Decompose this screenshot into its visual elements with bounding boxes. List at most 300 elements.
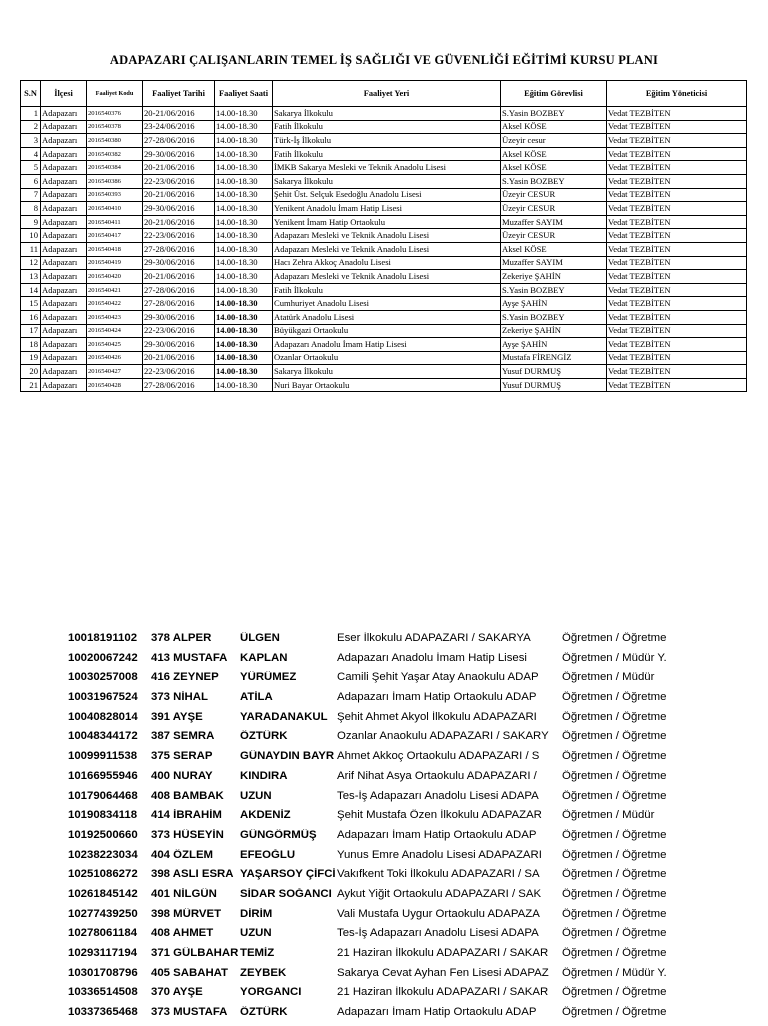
staff-first-name: 408 BAMBAK — [151, 789, 224, 802]
cell-code: 2016540380 — [87, 134, 143, 148]
header-manager: Eğitim Yöneticisi — [607, 81, 747, 107]
cell-date: 20-21/06/2016 — [143, 107, 215, 121]
staff-school: Adapazarı İmam Hatip Ortaokulu ADAP — [337, 828, 537, 841]
cell-date: 20-21/06/2016 — [143, 270, 215, 284]
cell-district: Adapazarı — [41, 202, 87, 216]
cell-trainer: Üzeyir CESUR — [501, 229, 607, 243]
cell-code: 2016540428 — [87, 378, 143, 392]
cell-trainer: Zekeriye ŞAHİN — [501, 324, 607, 338]
table-row — [21, 229, 747, 243]
staff-id: 10048344172 — [68, 730, 138, 743]
cell-trainer: Aksel KÖSE — [501, 120, 607, 134]
staff-id: 10337365468 — [68, 1006, 138, 1019]
staff-title: Öğretmen / Öğretme — [562, 986, 667, 999]
cell-district: Adapazarı — [41, 174, 87, 188]
cell-date: 29-30/06/2016 — [143, 147, 215, 161]
header-activity-place: Faaliyet Yeri — [273, 81, 501, 107]
staff-id: 10020067242 — [68, 651, 138, 664]
staff-first-name: 405 SABAHAT — [151, 966, 229, 979]
table-row — [21, 365, 747, 379]
cell-time: 14.00-18.30 — [215, 310, 273, 324]
cell-code: 2016540393 — [87, 188, 143, 202]
cell-time: 14.00-18.30 — [215, 297, 273, 311]
cell-sn: 15 — [21, 297, 41, 311]
staff-title: Öğretmen / Müdür Y. — [562, 966, 667, 979]
cell-code: 2016540419 — [87, 256, 143, 270]
staff-id: 10040828014 — [68, 710, 138, 723]
cell-trainer: Üzeyir CESUR — [501, 188, 607, 202]
table-row — [21, 256, 747, 270]
staff-id: 10190834118 — [68, 809, 138, 822]
cell-date: 22-23/06/2016 — [143, 229, 215, 243]
staff-school: Vali Mustafa Uygur Ortaokulu ADAPAZA — [337, 907, 540, 920]
cell-manager: Vedat TEZBİTEN — [607, 310, 747, 324]
staff-title: Öğretmen / Müdür Y. — [562, 651, 667, 664]
cell-trainer: Yusuf DURMUŞ — [501, 365, 607, 379]
cell-place: Türk-İş İlkokulu — [273, 134, 501, 148]
cell-trainer: Muzaffer SAYIM — [501, 256, 607, 270]
staff-title: Öğretmen / Öğretme — [562, 691, 667, 704]
cell-place: Sakarya İlkokulu — [273, 107, 501, 121]
cell-manager: Vedat TEZBİTEN — [607, 283, 747, 297]
cell-code: 2016540424 — [87, 324, 143, 338]
cell-code: 2016540410 — [87, 202, 143, 216]
cell-time: 14.00-18.30 — [215, 378, 273, 392]
cell-manager: Vedat TEZBİTEN — [607, 229, 747, 243]
staff-last-name: KAPLAN — [240, 651, 288, 664]
cell-district: Adapazarı — [41, 242, 87, 256]
staff-first-name: 387 SEMRA — [151, 730, 215, 743]
cell-trainer: Ayşe ŞAHİN — [501, 338, 607, 352]
cell-district: Adapazarı — [41, 188, 87, 202]
cell-trainer: Ayşe ŞAHİN — [501, 297, 607, 311]
staff-school: Şehit Ahmet Akyol İlkokulu ADAPAZARI — [337, 710, 537, 723]
cell-sn: 14 — [21, 283, 41, 297]
cell-code: 2016540420 — [87, 270, 143, 284]
cell-manager: Vedat TEZBİTEN — [607, 215, 747, 229]
cell-district: Adapazarı — [41, 120, 87, 134]
staff-title: Öğretmen / Öğretme — [562, 1006, 667, 1019]
cell-trainer: Aksel KÖSE — [501, 242, 607, 256]
staff-first-name: 413 MUSTAFA — [151, 651, 228, 664]
staff-title: Öğretmen / Öğretme — [562, 828, 667, 841]
staff-last-name: YAŞARSOY ÇİFCİ — [240, 868, 336, 881]
staff-first-name: 370 AYŞE — [151, 986, 203, 999]
cell-sn: 12 — [21, 256, 41, 270]
header-sn: S.N — [21, 81, 41, 107]
staff-school: Vakıfkent Toki İlkokulu ADAPAZARI / SA — [337, 868, 540, 881]
cell-code: 2016540386 — [87, 174, 143, 188]
cell-time: 14.00-18.30 — [215, 351, 273, 365]
staff-title: Öğretmen / Öğretme — [562, 887, 667, 900]
staff-id: 10251086272 — [68, 868, 138, 881]
cell-manager: Vedat TEZBİTEN — [607, 120, 747, 134]
staff-first-name: 401 NİLGÜN — [151, 887, 217, 900]
table-row — [21, 310, 747, 324]
table-row — [21, 188, 747, 202]
cell-place: Yenikent İmam Hatip Ortaokulu — [273, 215, 501, 229]
cell-district: Adapazarı — [41, 297, 87, 311]
staff-first-name: 414 İBRAHİM — [151, 809, 222, 822]
cell-date: 29-30/06/2016 — [143, 202, 215, 216]
cell-place: Nuri Bayar Ortaokulu — [273, 378, 501, 392]
cell-place: Cumhuriyet Anadolu Lisesi — [273, 297, 501, 311]
cell-code: 2016540411 — [87, 215, 143, 229]
cell-date: 27-28/06/2016 — [143, 242, 215, 256]
staff-id: 10166955946 — [68, 769, 138, 782]
staff-last-name: ZEYBEK — [240, 966, 287, 979]
cell-place: Sakarya İlkokulu — [273, 365, 501, 379]
cell-trainer: S.Yasin BOZBEY — [501, 310, 607, 324]
table-row — [21, 120, 747, 134]
cell-trainer: Muzaffer SAYIM — [501, 215, 607, 229]
cell-sn: 19 — [21, 351, 41, 365]
cell-place: Ozanlar Ortaokulu — [273, 351, 501, 365]
cell-code: 2016540425 — [87, 338, 143, 352]
staff-first-name: 373 NİHAL — [151, 691, 208, 704]
cell-manager: Vedat TEZBİTEN — [607, 174, 747, 188]
cell-trainer: S.Yasin BOZBEY — [501, 174, 607, 188]
table-row — [21, 324, 747, 338]
cell-place: Hacı Zehra Akkoç Anadolu Lisesi — [273, 256, 501, 270]
cell-district: Adapazarı — [41, 283, 87, 297]
cell-district: Adapazarı — [41, 351, 87, 365]
table-row — [21, 202, 747, 216]
staff-school: Yunus Emre Anadolu Lisesi ADAPAZARI — [337, 848, 542, 861]
cell-trainer: Aksel KÖSE — [501, 147, 607, 161]
cell-manager: Vedat TEZBİTEN — [607, 256, 747, 270]
staff-id: 10293117194 — [68, 947, 138, 959]
staff-title: Öğretmen / Müdür — [562, 671, 655, 684]
cell-district: Adapazarı — [41, 161, 87, 175]
staff-title: Öğretmen / Öğretme — [562, 868, 667, 881]
cell-code: 2016540422 — [87, 297, 143, 311]
staff-first-name: 400 NURAY — [151, 769, 213, 782]
cell-date: 20-21/06/2016 — [143, 188, 215, 202]
staff-id: 10192500660 — [68, 828, 138, 841]
staff-last-name: ÖZTÜRK — [240, 730, 288, 743]
cell-time: 14.00-18.30 — [215, 324, 273, 338]
staff-first-name: 373 MUSTAFA — [151, 1006, 228, 1019]
staff-school: 21 Haziran İlkokulu ADAPAZARI / SAKAR — [337, 947, 549, 959]
cell-time: 14.00-18.30 — [215, 283, 273, 297]
staff-school: Ahmet Akkoç Ortaokulu ADAPAZARI / S — [337, 750, 540, 763]
cell-place: Fatih İlkokulu — [273, 283, 501, 297]
cell-time: 14.00-18.30 — [215, 202, 273, 216]
staff-title: Öğretmen / Öğretme — [562, 927, 667, 940]
cell-district: Adapazarı — [41, 107, 87, 121]
cell-date: 29-30/06/2016 — [143, 338, 215, 352]
table-row — [21, 174, 747, 188]
cell-date: 22-23/06/2016 — [143, 174, 215, 188]
staff-first-name: 398 MÜRVET — [151, 907, 222, 920]
cell-sn: 4 — [21, 147, 41, 161]
cell-trainer: S.Yasin BOZBEY — [501, 283, 607, 297]
staff-school: Camili Şehit Yaşar Atay Anaokulu ADAP — [337, 671, 539, 684]
staff-school: Adapazarı İmam Hatip Ortaokulu ADAP — [337, 691, 537, 704]
staff-last-name: UZUN — [240, 927, 272, 940]
cell-manager: Vedat TEZBİTEN — [607, 202, 747, 216]
header-activity-date: Faaliyet Tarihi — [143, 81, 215, 107]
table-header-row — [21, 81, 747, 107]
cell-district: Adapazarı — [41, 229, 87, 243]
table-body — [21, 107, 747, 392]
header-district: İlçesi — [41, 81, 87, 107]
cell-code: 2016540426 — [87, 351, 143, 365]
staff-id: 10277439250 — [68, 907, 138, 920]
staff-last-name: UZUN — [240, 789, 272, 802]
cell-trainer: Aksel KÖSE — [501, 161, 607, 175]
cell-place: Adapazarı Mesleki ve Teknik Anadolu Lisesi — [273, 229, 501, 243]
header-trainer: Eğitim Görevlisi — [501, 81, 607, 107]
cell-trainer: Zekeriye ŞAHİN — [501, 270, 607, 284]
staff-title: Öğretmen / Öğretme — [562, 769, 667, 782]
cell-place: Büyükgazi Ortaokulu — [273, 324, 501, 338]
table-row — [21, 338, 747, 352]
cell-sn: 10 — [21, 229, 41, 243]
cell-manager: Vedat TEZBİTEN — [607, 378, 747, 392]
cell-code: 2016540417 — [87, 229, 143, 243]
staff-school: 21 Haziran İlkokulu ADAPAZARI / SAKAR — [337, 986, 549, 999]
cell-place: Atatürk Anadolu Lisesi — [273, 310, 501, 324]
staff-title: Öğretmen / Öğretme — [562, 789, 667, 802]
cell-time: 14.00-18.30 — [215, 242, 273, 256]
cell-place: İMKB Sakarya Mesleki ve Teknik Anadolu Lisesi — [273, 161, 501, 175]
staff-first-name: 378 ALPER — [151, 632, 212, 644]
cell-place: Fatih İlkokulu — [273, 147, 501, 161]
cell-time: 14.00-18.30 — [215, 161, 273, 175]
table-row — [21, 134, 747, 148]
cell-sn: 9 — [21, 215, 41, 229]
table-row — [21, 242, 747, 256]
cell-code: 2016540378 — [87, 120, 143, 134]
staff-title: Öğretmen / Öğretme — [562, 947, 667, 959]
staff-school: Sakarya Cevat Ayhan Fen Lisesi ADAPAZ — [337, 966, 549, 979]
staff-last-name: AKDENİZ — [240, 809, 291, 822]
page-title: ADAPAZARI ÇALIŞANLARIN TEMEL İŞ SAĞLIĞI VE GÜVENLİĞİ EĞİTİMİ KURSU PLANI — [109, 53, 659, 67]
staff-id: 10099911538 — [68, 750, 138, 763]
table-row — [21, 283, 747, 297]
cell-district: Adapazarı — [41, 270, 87, 284]
cell-code: 2016540423 — [87, 310, 143, 324]
cell-manager: Vedat TEZBİTEN — [607, 134, 747, 148]
staff-id: 10030257008 — [68, 671, 138, 684]
table-row — [21, 161, 747, 175]
staff-first-name: 408 AHMET — [151, 927, 214, 940]
table-row — [21, 107, 747, 121]
staff-title: Öğretmen / Öğretme — [562, 907, 667, 920]
cell-district: Adapazarı — [41, 147, 87, 161]
cell-date: 20-21/06/2016 — [143, 351, 215, 365]
cell-place: Fatih İlkokulu — [273, 120, 501, 134]
cell-manager: Vedat TEZBİTEN — [607, 161, 747, 175]
cell-date: 20-21/06/2016 — [143, 215, 215, 229]
staff-school: Adapazarı İmam Hatip Ortaokulu ADAP — [337, 1006, 537, 1019]
cell-date: 29-30/06/2016 — [143, 310, 215, 324]
staff-last-name: GÜNAYDIN BAYR — [240, 750, 335, 763]
header-activity-time: Faaliyet Saati — [215, 81, 273, 107]
cell-manager: Vedat TEZBİTEN — [607, 270, 747, 284]
staff-last-name: ÖZTÜRK — [240, 1006, 288, 1019]
staff-last-name: SİDAR SOĞANCI — [240, 887, 332, 900]
staff-first-name: 398 ASLI ESRA — [151, 868, 234, 881]
staff-last-name: KINDIRA — [240, 769, 288, 782]
cell-code: 2016540418 — [87, 242, 143, 256]
cell-district: Adapazarı — [41, 378, 87, 392]
staff-school: Eser İlkokulu ADAPAZARI / SAKARYA — [337, 632, 531, 644]
cell-place: Adapazarı Anadolu İmam Hatip Lisesi — [273, 338, 501, 352]
table-row — [21, 297, 747, 311]
staff-last-name: ATİLA — [240, 691, 273, 704]
staff-last-name: YÜRÜMEZ — [240, 671, 297, 684]
cell-date: 20-21/06/2016 — [143, 161, 215, 175]
cell-time: 14.00-18.30 — [215, 107, 273, 121]
cell-manager: Vedat TEZBİTEN — [607, 297, 747, 311]
cell-trainer: S.Yasin BOZBEY — [501, 107, 607, 121]
cell-sn: 2 — [21, 120, 41, 134]
staff-first-name: 371 GÜLBAHAR — [151, 947, 239, 959]
cell-time: 14.00-18.30 — [215, 147, 273, 161]
cell-code: 2016540382 — [87, 147, 143, 161]
staff-id: 10031967524 — [68, 691, 138, 704]
cell-time: 14.00-18.30 — [215, 120, 273, 134]
cell-district: Adapazarı — [41, 215, 87, 229]
cell-manager: Vedat TEZBİTEN — [607, 147, 747, 161]
cell-date: 22-23/06/2016 — [143, 324, 215, 338]
cell-time: 14.00-18.30 — [215, 174, 273, 188]
cell-date: 22-23/06/2016 — [143, 365, 215, 379]
staff-school: Tes-İş Adapazarı Anadolu Lisesi ADAPA — [337, 789, 539, 802]
staff-first-name: 416 ZEYNEP — [151, 671, 219, 684]
staff-last-name: YARADANAKUL — [240, 710, 328, 723]
cell-sn: 21 — [21, 378, 41, 392]
staff-id: 10238223034 — [68, 848, 138, 861]
table-row — [21, 147, 747, 161]
table-row — [21, 215, 747, 229]
cell-trainer: Mustafa FİRENGİZ — [501, 351, 607, 365]
cell-time: 14.00-18.30 — [215, 256, 273, 270]
cell-trainer: Üzeyir CESUR — [501, 202, 607, 216]
cell-sn: 3 — [21, 134, 41, 148]
staff-id: 10179064468 — [68, 789, 138, 802]
cell-district: Adapazarı — [41, 310, 87, 324]
table-row — [21, 270, 747, 284]
staff-id: 10278061184 — [68, 927, 138, 940]
cell-sn: 11 — [21, 242, 41, 256]
staff-first-name: 373 HÜSEYİN — [151, 828, 224, 841]
staff-id: 10301708796 — [68, 966, 138, 979]
staff-last-name: TEMİZ — [240, 947, 275, 959]
staff-first-name: 375 SERAP — [151, 750, 213, 763]
cell-sn: 17 — [21, 324, 41, 338]
cell-district: Adapazarı — [41, 338, 87, 352]
cell-time: 14.00-18.30 — [215, 270, 273, 284]
cell-place: Şehit Üst. Selçuk Esedoğlu Anadolu Lisesi — [273, 188, 501, 202]
cell-sn: 13 — [21, 270, 41, 284]
cell-sn: 8 — [21, 202, 41, 216]
staff-title: Öğretmen / Öğretme — [562, 848, 667, 861]
cell-manager: Vedat TEZBİTEN — [607, 351, 747, 365]
staff-school: Ozanlar Anaokulu ADAPAZARI / SAKARY — [337, 730, 549, 743]
staff-title: Öğretmen / Müdür — [562, 809, 655, 822]
staff-title: Öğretmen / Öğretme — [562, 730, 667, 743]
course-plan-table — [20, 80, 747, 392]
cell-district: Adapazarı — [41, 365, 87, 379]
table-row — [21, 378, 747, 392]
cell-time: 14.00-18.30 — [215, 338, 273, 352]
cell-code: 2016540384 — [87, 161, 143, 175]
staff-id: 10261845142 — [68, 887, 138, 900]
staff-school: Şehit Mustafa Özen İlkokulu ADAPAZAR — [337, 809, 542, 822]
cell-manager: Vedat TEZBİTEN — [607, 324, 747, 338]
cell-time: 14.00-18.30 — [215, 134, 273, 148]
cell-trainer: Üzeyir cesur — [501, 134, 607, 148]
cell-sn: 16 — [21, 310, 41, 324]
staff-title: Öğretmen / Öğretme — [562, 750, 667, 763]
staff-id: 10336514508 — [68, 986, 138, 999]
cell-code: 2016540427 — [87, 365, 143, 379]
staff-last-name: DİRİM — [240, 907, 273, 920]
cell-date: 27-28/06/2016 — [143, 283, 215, 297]
staff-school: Arif Nihat Asya Ortaokulu ADAPAZARI / — [337, 769, 537, 782]
header-activity-code: Faaliyet Kodu — [87, 81, 143, 107]
cell-place: Yenikent Anadolu İmam Hatip Lisesi — [273, 202, 501, 216]
staff-school: Adapazarı Anadolu İmam Hatip Lisesi — [337, 651, 527, 664]
cell-date: 27-28/06/2016 — [143, 134, 215, 148]
cell-code: 2016540421 — [87, 283, 143, 297]
cell-district: Adapazarı — [41, 134, 87, 148]
staff-last-name: ÜLGEN — [240, 632, 280, 644]
cell-sn: 5 — [21, 161, 41, 175]
cell-sn: 20 — [21, 365, 41, 379]
staff-title: Öğretmen / Öğretme — [562, 710, 667, 723]
cell-place: Adapazarı Mesleki ve Teknik Anadolu Lisesi — [273, 270, 501, 284]
cell-manager: Vedat TEZBİTEN — [607, 338, 747, 352]
cell-date: 27-28/06/2016 — [143, 297, 215, 311]
cell-trainer: Yusuf DURMUŞ — [501, 378, 607, 392]
cell-place: Adapazarı Mesleki ve Teknik Anadolu Lisesi — [273, 242, 501, 256]
staff-school: Aykut Yiğit Ortaokulu ADAPAZARI / SAK — [337, 887, 542, 900]
cell-time: 14.00-18.30 — [215, 229, 273, 243]
cell-sn: 18 — [21, 338, 41, 352]
table-row — [21, 351, 747, 365]
cell-district: Adapazarı — [41, 324, 87, 338]
staff-title: Öğretmen / Öğretme — [562, 632, 667, 644]
cell-time: 14.00-18.30 — [215, 365, 273, 379]
cell-district: Adapazarı — [41, 256, 87, 270]
cell-place: Sakarya İlkokulu — [273, 174, 501, 188]
cell-manager: Vedat TEZBİTEN — [607, 365, 747, 379]
cell-sn: 7 — [21, 188, 41, 202]
cell-sn: 1 — [21, 107, 41, 121]
cell-time: 14.00-18.30 — [215, 215, 273, 229]
staff-last-name: YORGANCI — [240, 986, 302, 999]
cell-sn: 6 — [21, 174, 41, 188]
staff-last-name: GÜNGÖRMÜŞ — [240, 828, 317, 841]
cell-time: 14.00-18.30 — [215, 188, 273, 202]
staff-school: Tes-İş Adapazarı Anadolu Lisesi ADAPA — [337, 927, 539, 940]
cell-code: 2016540376 — [87, 107, 143, 121]
staff-id: 10018191102 — [68, 632, 138, 644]
staff-first-name: 404 ÖZLEM — [151, 848, 214, 861]
cell-date: 27-28/06/2016 — [143, 378, 215, 392]
cell-manager: Vedat TEZBİTEN — [607, 242, 747, 256]
staff-first-name: 391 AYŞE — [151, 710, 203, 723]
staff-last-name: EFEOĞLU — [240, 848, 296, 861]
cell-manager: Vedat TEZBİTEN — [607, 107, 747, 121]
cell-date: 29-30/06/2016 — [143, 256, 215, 270]
cell-date: 23-24/06/2016 — [143, 120, 215, 134]
